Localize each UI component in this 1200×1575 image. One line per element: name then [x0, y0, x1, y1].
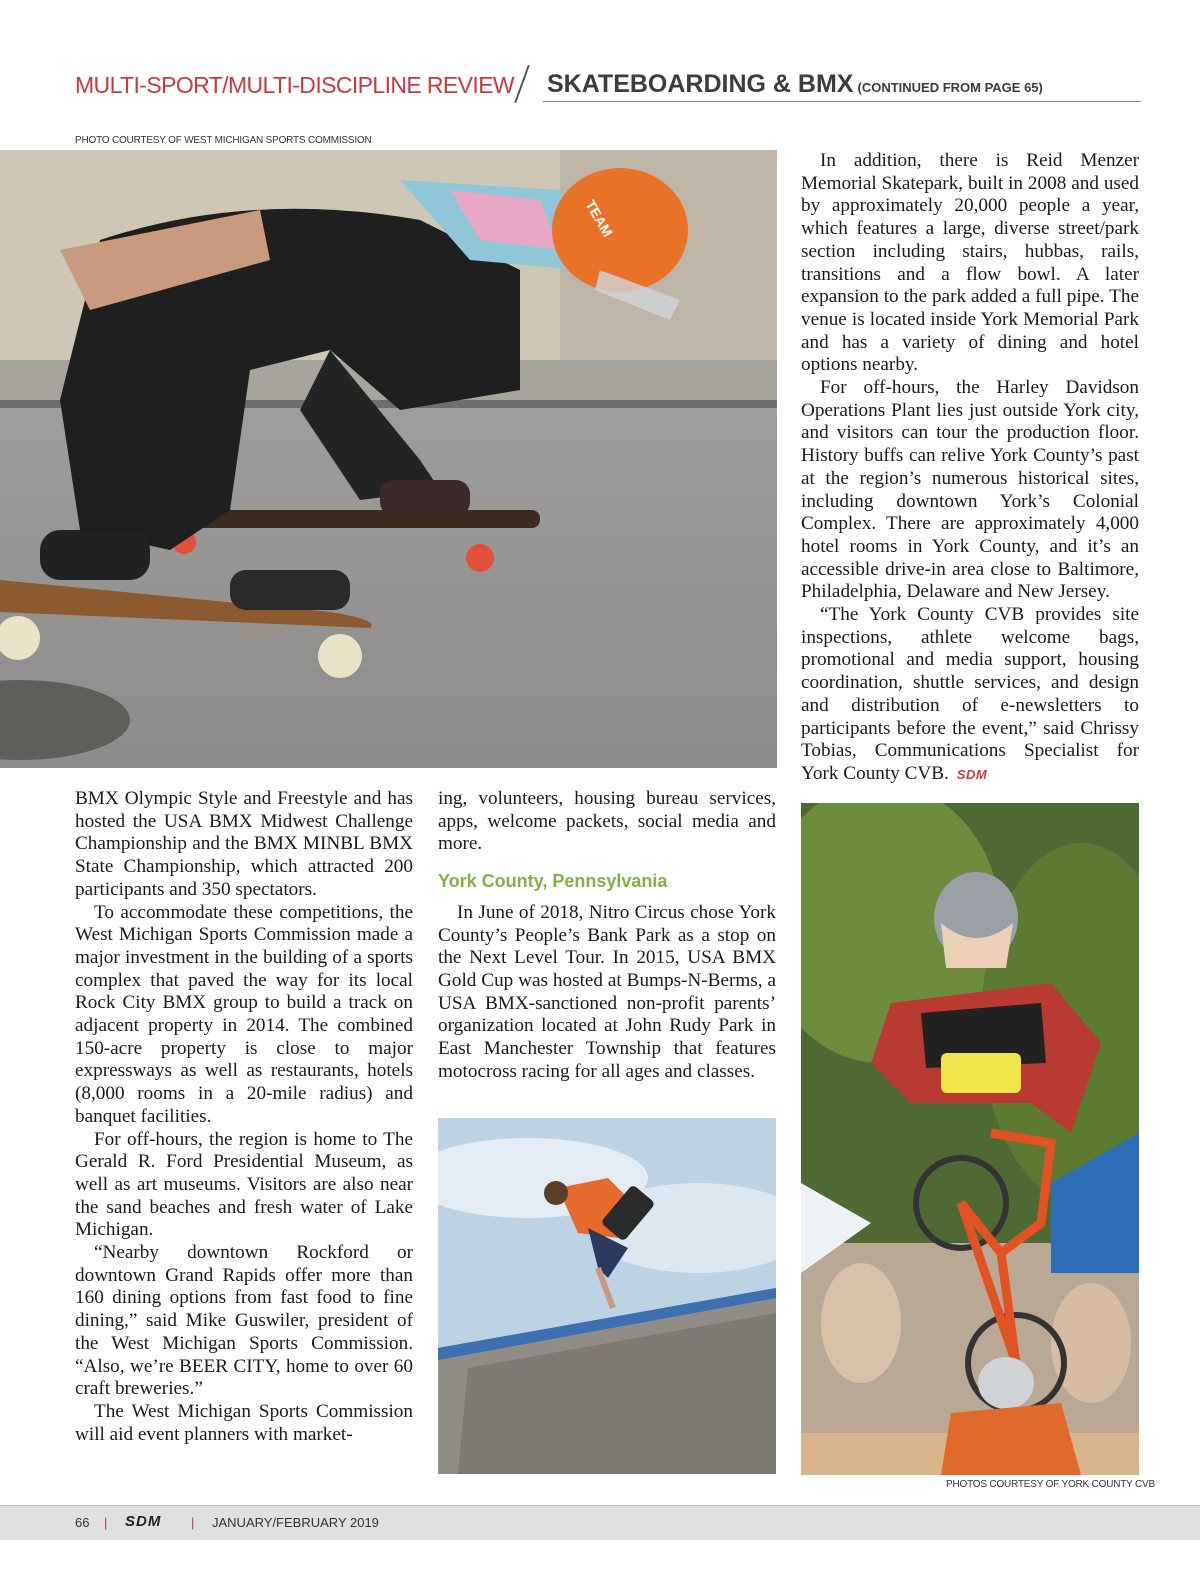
header-rule — [543, 101, 1141, 102]
col3-para-3 — [801, 604, 1139, 787]
sdm-logo: SDM — [125, 1513, 162, 1530]
sdm-end-mark: SDM — [956, 766, 988, 782]
bottom-photo-credit: PHOTOS COURTESY OF YORK COUNTY CVB — [946, 1479, 1155, 1490]
continued-note: (CONTINUED FROM PAGE 65) — [857, 80, 1043, 95]
topic-title — [547, 70, 1043, 99]
page-number: 66 — [75, 1515, 90, 1530]
col3-para-2: For off-hours, the Harley Davidson Operations Plant lies just outside York city, and visitors can tour the production floor. History buffs can relive York County’s past at the region’s numerous historical sites, including downtown York’s Colonial Complex. There are approximately 4,000 hotel rooms in York County, and it’s an accessible drive-in area close to Baltimore, Philadelphia, Delaware and New Jersey. — [801, 377, 1139, 603]
column-2 — [438, 788, 776, 1083]
bmx-rider-photo — [801, 803, 1139, 1475]
col2-para-2: In June of 2018, Nitro Circus chose York County’s People’s Bank Park as a stop on the Next Level Tour. In 2015, USA BMX Gold Cup was hosted at Bumps-N-Berms, a USA BMX-sanctioned non-profit parents’ organization located at John Rudy Park in East Manchester Township that features motocross racing for all ages and classes. — [438, 901, 776, 1082]
skateboarders-photo — [0, 150, 777, 768]
header-slash — [514, 65, 530, 103]
footer-separator-2: | — [191, 1515, 195, 1530]
col1-para-3: For off-hours, the region is home to The Gerald R. Ford Presidential Museum, as well as art museums. Visitors are also near the sand beaches and fresh water of Lake Michigan. — [75, 1128, 413, 1241]
section-title: MULTI-SPORT/MULTI-DISCIPLINE REVIEW — [75, 72, 515, 98]
col3-para-3-text: “The York County CVB provides site inspections, athlete welcome bags, promotional and media support, housing coordination, shuttle services, and design and distribution of e-newsletters to participants before the event,” said Chrissy Tobias, Communications Specialist for York County CVB. — [801, 604, 1139, 784]
col3-para-1: In addition, there is Reid Menzer Memorial Skatepark, built in 2008 and used by approximately 20,000 people a year, which features a large, diverse street/park section including stairs, hubbas, rails, transitions and a flow bowl. A later expansion to the park added a full pipe. The venue is located inside York Memorial Park and has a variety of dining and hotel options nearby. — [801, 150, 1139, 376]
topic-text: SKATEBOARDING & BMX — [547, 70, 854, 98]
col1-para-1: BMX Olympic Style and Freestyle and has hosted the USA BMX Midwest Challenge Championship and the BMX MINBL BMX State Championship, which attracted 200 participants and 350 spectators. — [75, 788, 413, 900]
column-3 — [801, 150, 1139, 787]
footer-separator-1: | — [104, 1515, 108, 1530]
helmet-sticker-text: TEAM — [582, 197, 616, 240]
col1-para-2: To accommodate these competitions, the West Michigan Sports Commission made a major investment in the building of a sports complex that paved the way for its local Rock City BMX group to build a track on adjacent property in 2014. The combined 150-acre property is close to major expressways as well as restaurants, hotels (8,000 rooms in a 20-mile radius) and banquet facilities. — [75, 901, 413, 1127]
column-1 — [75, 788, 413, 1446]
skatepark-photo — [438, 1118, 776, 1474]
top-photo-credit: PHOTO COURTESY OF WEST MICHIGAN SPORTS COMMISSION — [75, 135, 372, 146]
york-county-subhead: York County, Pennsylvania — [438, 871, 668, 892]
page-header — [75, 66, 1141, 104]
col2-para-1: ing, volunteers, housing bureau services, apps, welcome packets, social media and more. — [438, 788, 776, 855]
col1-para-4: “Nearby downtown Rockford or downtown Grand Rapids offer more than 160 dining options from fast food to fine dining,” said Mike Guswiler, president of the West Michigan Sports Commission. “Also, we’re BEER CITY, home to over 60 craft breweries.” — [75, 1242, 413, 1400]
issue-date: JANUARY/FEBRUARY 2019 — [212, 1515, 379, 1530]
col1-para-5: The West Michigan Sports Commission will aid event planners with market- — [75, 1400, 413, 1445]
page-footer — [0, 1505, 1200, 1540]
